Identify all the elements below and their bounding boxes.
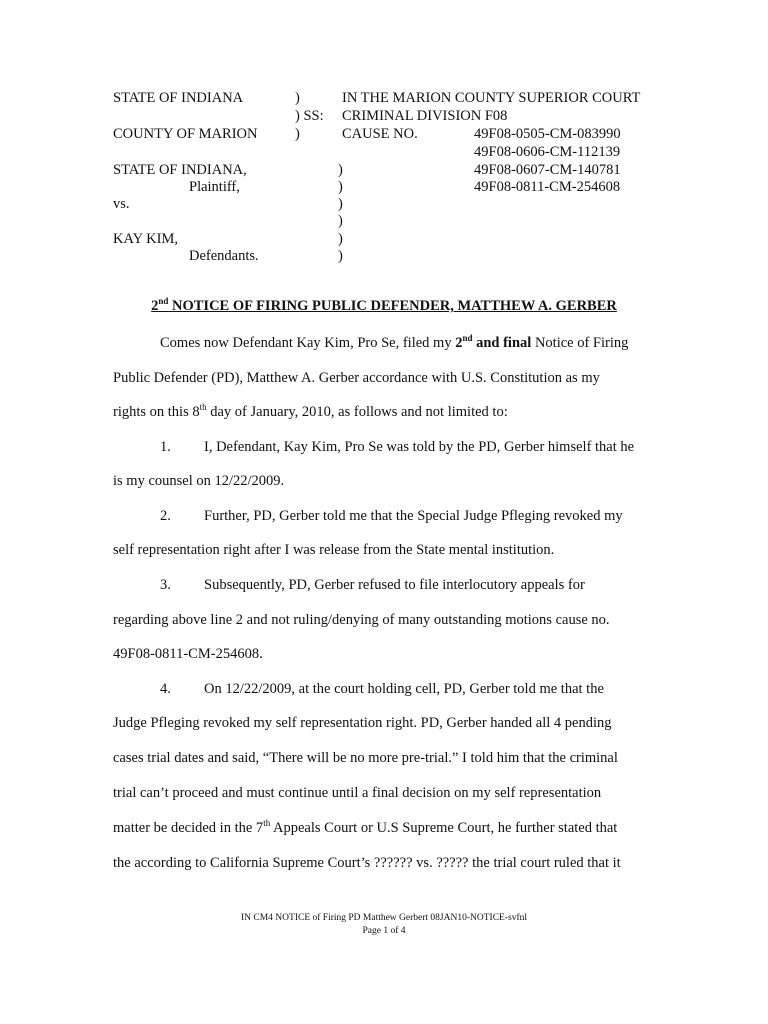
item-number: 2. bbox=[160, 508, 171, 524]
defendant-name: KAY KIM, bbox=[113, 231, 178, 247]
item-text: 49F08-0811-CM-254608. bbox=[113, 646, 263, 662]
caption-paren: ) bbox=[338, 196, 343, 212]
caption-paren: ) bbox=[338, 248, 343, 264]
intro-line-2: Public Defender (PD), Matthew A. Gerber accordance with U.S. Constitution as my bbox=[113, 370, 600, 386]
item-text: trial can’t proceed and must continue until a final decision on my self representation bbox=[113, 785, 602, 801]
page-number: Page 1 of 4 bbox=[362, 926, 406, 936]
cause-number: 49F08-0606-CM-112139 bbox=[474, 144, 621, 160]
caption-paren: ) bbox=[295, 90, 300, 106]
versus: vs. bbox=[113, 196, 130, 212]
caption-paren-ss: ) SS: bbox=[295, 108, 324, 124]
caption-paren: ) bbox=[338, 213, 343, 229]
item-text: cases trial dates and said, “There will be no more pre-trial.” I told him that the criminal bbox=[113, 750, 618, 766]
court-division: CRIMINAL DIVISION F08 bbox=[342, 108, 508, 124]
court-name: IN THE MARION COUNTY SUPERIOR COURT bbox=[342, 90, 641, 106]
item-text: On 12/22/2009, at the court holding cell, PD, Gerber told me that the bbox=[204, 681, 604, 697]
footer-filename: IN CM4 NOTICE of Firing PD Matthew Gerbert 08JAN10-NOTICE-svfnl bbox=[240, 913, 528, 923]
item-number: 1. bbox=[160, 439, 171, 455]
caption-state: STATE OF INDIANA bbox=[113, 90, 244, 106]
caption-paren: ) bbox=[338, 179, 343, 195]
item-text: Judge Pfleging revoked my self representation right. PD, Gerber handed all 4 pending bbox=[113, 715, 612, 731]
intro-line-1: Comes now Defendant Kay Kim, Pro Se, filed my 2nd and final Notice of Firing bbox=[160, 333, 629, 351]
plaintiff-name: STATE OF INDIANA, bbox=[113, 162, 247, 178]
item-text: regarding above line 2 and not ruling/denying of many outstanding motions cause no. bbox=[113, 612, 610, 628]
plaintiff-role: Plaintiff, bbox=[189, 179, 240, 195]
item-text: is my counsel on 12/22/2009. bbox=[113, 473, 285, 489]
item-text: I, Defendant, Kay Kim, Pro Se was told by the PD, Gerber himself that he bbox=[204, 439, 635, 455]
item-text: self representation right after I was release from the State mental institution. bbox=[113, 542, 555, 558]
document-title: 2nd NOTICE OF FIRING PUBLIC DEFENDER, MATTHEW A. GERBER bbox=[151, 296, 617, 314]
intro-line-3: rights on this 8th day of January, 2010, as follows and not limited to: bbox=[113, 402, 508, 420]
caption-paren: ) bbox=[338, 231, 343, 247]
cause-number: 49F08-0811-CM-254608 bbox=[474, 179, 621, 195]
cause-label: CAUSE NO. bbox=[342, 126, 418, 142]
caption-paren: ) bbox=[338, 162, 343, 178]
cause-number: 49F08-0505-CM-083990 bbox=[474, 126, 621, 142]
item-text: Further, PD, Gerber told me that the Special Judge Pfleging revoked my bbox=[204, 508, 623, 524]
item-number: 4. bbox=[160, 681, 171, 697]
item-text: matter be decided in the 7th Appeals Court or U.S Supreme Court, he further stated that bbox=[113, 818, 618, 836]
item-text: the according to California Supreme Court’s ?????? vs. ????? the trial court ruled that it bbox=[113, 855, 621, 871]
cause-number: 49F08-0607-CM-140781 bbox=[474, 162, 621, 178]
defendant-role: Defendants. bbox=[189, 248, 259, 264]
caption-county: COUNTY OF MARION bbox=[113, 126, 258, 142]
item-text: Subsequently, PD, Gerber refused to file interlocutory appeals for bbox=[204, 577, 585, 593]
item-number: 3. bbox=[160, 577, 171, 593]
caption-paren: ) bbox=[295, 126, 300, 142]
